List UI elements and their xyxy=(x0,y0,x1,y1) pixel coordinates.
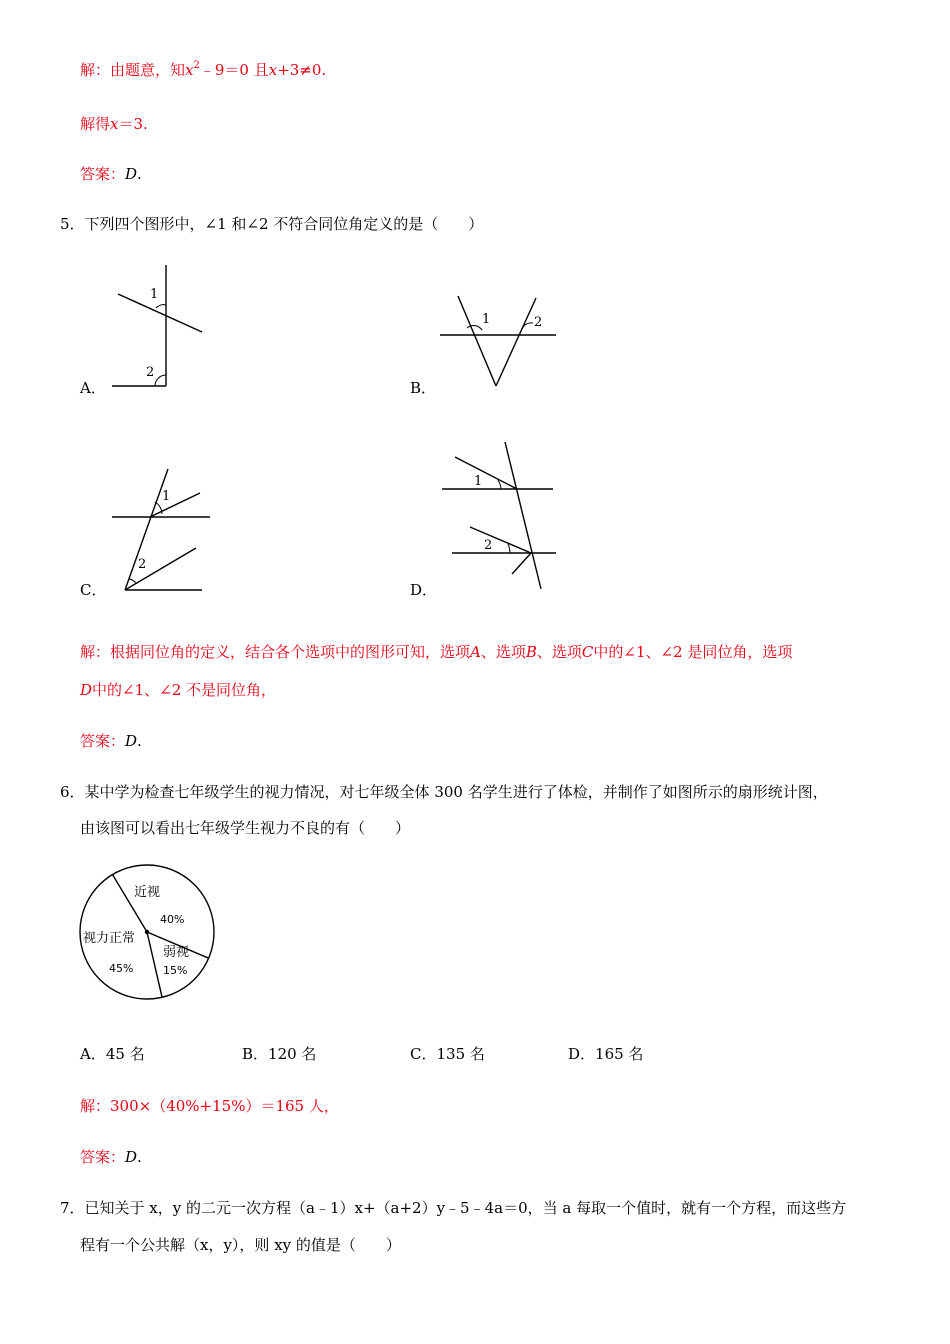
q6-option-d: D．165 名 xyxy=(568,1045,644,1063)
q6-option-a: A．45 名 xyxy=(80,1045,145,1063)
angle-1-label: 1 xyxy=(162,489,171,504)
q5-solution-line2: D中的∠1、∠2 不是同位角， xyxy=(80,681,277,699)
pie-value-normal: 45% xyxy=(109,962,134,975)
q4-solution-line1: 解：由题意，知$x^2﹣9=0$ 且x+3≠0. xyxy=(80,60,327,79)
pie-label-myopia: 近视 xyxy=(134,885,161,900)
q6-option-b: B．120 名 xyxy=(242,1045,317,1063)
angle-1-label: 1 xyxy=(482,312,491,327)
q5-option-a: A． xyxy=(80,379,106,397)
q6-solution: 解：300×（40%+15%）＝165 人， xyxy=(80,1097,339,1115)
angle-2-label: 2 xyxy=(146,365,155,380)
q5-figure-a xyxy=(110,262,210,392)
q5-figure-d xyxy=(440,440,560,592)
angle-2-label: 2 xyxy=(534,315,543,330)
q6-answer: 答案：D. xyxy=(80,1148,142,1166)
q5-solution-line1: 解：根据同位角的定义，结合各个选项中的图形可知，选项A、选项B、选项C中的∠1、∠2 是同位角，选项 xyxy=(80,643,793,661)
angle-1-label: 1 xyxy=(474,474,483,489)
q5-figure-c xyxy=(110,466,220,596)
q6-pie-chart xyxy=(78,862,218,1002)
pie-center-dot xyxy=(145,930,149,934)
angle-1-label: 1 xyxy=(150,287,159,302)
q5-figure-b xyxy=(438,290,563,390)
q5-option-d: D． xyxy=(410,581,438,599)
q6-stem-line2: 由该图可以看出七年级学生视力不良的有（ ） xyxy=(80,819,411,837)
q5-answer: 答案：D. xyxy=(80,732,142,750)
q5-stem: 5．下列四个图形中，∠1 和∠2 不符合同位角定义的是（ ） xyxy=(60,215,484,233)
pie-value-myopia: 40% xyxy=(160,913,185,926)
angle-2-label: 2 xyxy=(484,538,493,553)
q7-line2: 程有一个公共解（x，y），则 xy 的值是（ ） xyxy=(80,1236,401,1254)
q4-solution-line2: 解得x＝3. xyxy=(80,115,148,133)
pie-label-normal: 视力正常 xyxy=(83,931,136,946)
q5-option-c: C． xyxy=(80,581,107,599)
angle-2-label: 2 xyxy=(138,557,147,572)
q6-option-c: C．135 名 xyxy=(410,1045,485,1063)
q7-line1: 7．已知关于 x，y 的二元一次方程（a﹣1）x+（a+2）y﹣5﹣4a＝0，当 a 每取一个值时，就有一个方程，而这些方 xyxy=(60,1199,847,1217)
pie-label-amblyopia: 弱视 xyxy=(163,945,190,960)
q5-option-b: B． xyxy=(410,379,437,397)
q6-stem-line1: 6．某中学为检查七年级学生的视力情况，对七年级全体 300 名学生进行了体检，并制作了如图所示的扇形统计图， xyxy=(60,783,828,801)
q4-answer: 答案：D. xyxy=(80,165,142,183)
pie-value-amblyopia: 15% xyxy=(163,964,188,977)
